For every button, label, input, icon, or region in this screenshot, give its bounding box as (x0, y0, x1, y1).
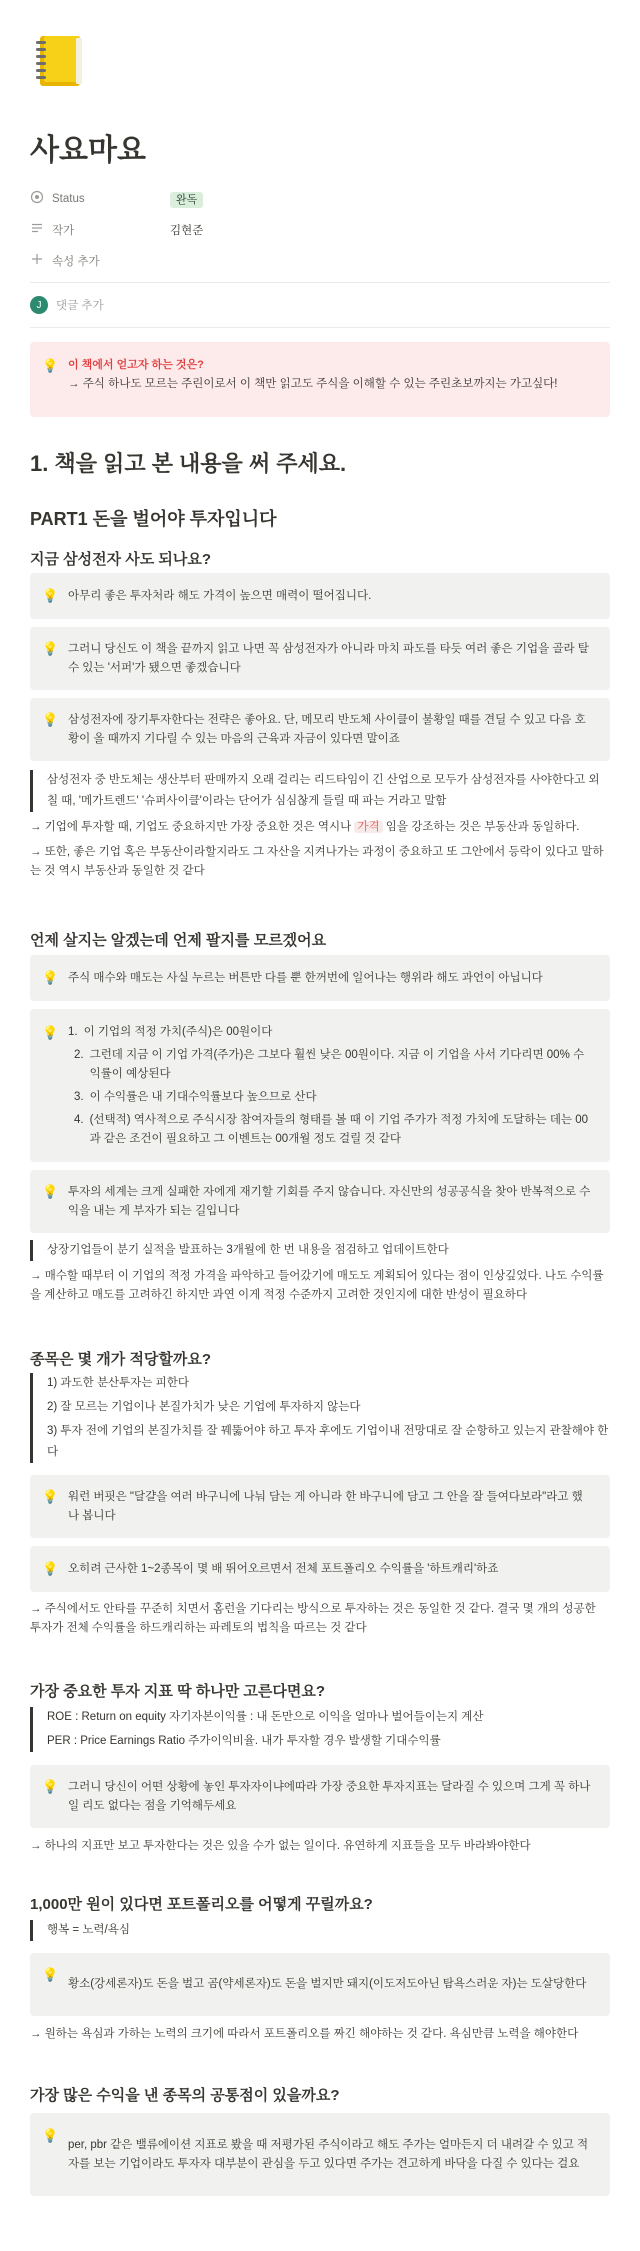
paragraph: → 주식에서도 안타를 꾸준히 치면서 홈런을 기다리는 방식으로 투자하는 것은 동일한 것 같다. 결국 몇 개의 성공한 투자가 전체 수익률을 하드캐리하는 파레토의 법칙을 따르는 것 같다 (30, 1603, 596, 1634)
lightbulb-icon: 💡 (42, 358, 59, 373)
quote-block: 삼성전자 중 반도체는 생산부터 판매까지 오래 걸리는 리드타임이 긴 산업으로 모두가 삼성전자를 사야한다고 외칠 때, '메가트렌드' '슈퍼사이클'이라는 단어가 심심찮게 들릴 때 파는 거라고 말함 (30, 770, 610, 812)
lightbulb-icon: 💡 (42, 1779, 59, 1794)
add-comment-label[interactable]: 댓글 추가 (56, 300, 104, 312)
quote-block: 상장기업들이 분기 실적을 발표하는 3개월에 한 번 내용을 점검하고 업데이트한다 (30, 1240, 610, 1261)
callout-text: 황소(강세론자)도 돈을 벌고 곰(약세론자)도 돈을 벌지만 돼지(이도저도아닌 탐욕스러운 자)는 도살당한다 (68, 1978, 587, 1990)
plus-icon (30, 252, 44, 269)
section-heading: 1,000만 원이 있다면 포트폴리오를 어떻게 꾸릴까요? (30, 1896, 373, 1913)
callout-text: 투자의 세계는 크게 실패한 자에게 재기할 기회를 주지 않습니다. 자신만의 성공공식을 찾아 반복적으로 수익을 내는 게 부자가 되는 길입니다 (68, 1185, 591, 1217)
property-status[interactable] (30, 183, 610, 214)
status-badge[interactable]: 완독 (170, 192, 203, 208)
callout-text: 아무리 좋은 투자처라 해도 가격이 높으면 매력이 떨어집니다. (68, 589, 372, 602)
property-author[interactable] (30, 214, 610, 245)
inline-code: 가격 (354, 821, 382, 833)
paragraph: → 기업에 투자할 때, 기업도 중요하지만 가장 중요한 것은 역시나 가격 임을 강조하는 것은 부동산과 동일하다. (30, 821, 580, 833)
callout (30, 1953, 610, 2016)
paragraph: → 매수할 때부터 이 기업의 적정 가격을 파악하고 들어갔기에 매도도 계획되어 있다는 점이 인상깊었다. 나도 수익률을 계산하고 매도를 고려하긴 하지만 과연 이게 적정 수준까지 고려한 것인지에 대한 반성이 필요하다 (30, 1270, 604, 1301)
section-heading: 언제 살지는 알겠는데 언제 팔지를 모르겠어요 (30, 932, 327, 949)
callout-text: 그러니 당신도 이 책을 끝까지 읽고 나면 꼭 삼성전자가 아니라 마치 파도를 타듯 여러 좋은 기업을 골라 탈 수 있는 '서퍼'가 됐으면 좋겠습니다 (68, 642, 589, 674)
list-item: 4. (선택적) 역사적으로 주식시장 참여자들의 형태를 볼 때 이 기업 주가가 적정 가치에 도달하는 데는 00과 같은 조건이 필요하고 그 이벤트는 00개월 정도 걸릴 것 같다 (74, 1114, 589, 1145)
callout-text: 워런 버핏은 "달걀을 여러 바구니에 나눠 담는 게 아니라 한 바구니에 담고 그 안을 잘 들여다보라"라고 했나 봅니다 (68, 1490, 583, 1522)
quote-block (30, 1707, 610, 1752)
lightbulb-icon: 💡 (42, 641, 59, 656)
callout-text: per, pbr 같은 밸류에이션 지표로 봤을 때 저평가된 주식이라고 해도 주가는 얼마든지 더 내려갈 수 있고 적자를 보는 기업이라도 투자자 대부분이 관심을 두고 있다면 주가는 견고하게 바닥을 다질 수 있다는 걸요 (68, 2138, 589, 2170)
properties-panel (30, 183, 610, 276)
lightbulb-icon: 💡 (42, 970, 59, 985)
divider (30, 327, 610, 328)
quote-line: PER : Price Earnings Ratio 주가이익비율. 내가 투자할 경우 발생할 기대수익률 (47, 1735, 441, 1747)
add-property-button[interactable] (30, 245, 610, 276)
callout-numbered-list (30, 1009, 610, 1162)
list-item: 2. 그런데 지금 이 기업 가격(주가)은 그보다 훨씬 낮은 00원이다. 지금 이 기업을 사서 기다리면 00% 수익률이 예상된다 (74, 1049, 585, 1080)
callout (30, 955, 610, 1001)
author-value[interactable]: 김현준 (170, 224, 204, 237)
paragraph: → 또한, 좋은 기업 혹은 부동산이라할지라도 그 자산을 지켜나가는 과정이 중요하고 또 그안에서 등락이 있다고 말하는 것 역시 부동산과 동일한 것 같다 (30, 846, 604, 877)
avatar: J (30, 296, 48, 314)
notebook-icon[interactable] (30, 30, 90, 90)
quote-block: 행복 = 노력/욕심 (30, 1920, 610, 1941)
text-lines-icon (30, 221, 44, 238)
callout (30, 1546, 610, 1592)
callout-text: 그러니 당신이 어떤 상황에 놓인 투자자이냐에따라 가장 중요한 투자지표는 달라질 수 있으며 그게 꼭 하나일 리도 없다는 점을 기억해두세요 (68, 1780, 591, 1812)
lightbulb-icon: 💡 (42, 2128, 59, 2143)
divider (30, 282, 610, 283)
heading-1: 1. 책을 읽고 본 내용을 써 주세요. (30, 451, 347, 476)
lightbulb-icon: 💡 (42, 712, 59, 727)
callout (30, 1170, 610, 1233)
lightbulb-icon: 💡 (42, 588, 59, 603)
lightbulb-icon: 💡 (42, 1025, 59, 1040)
callout-text: 삼성전자에 장기투자한다는 전략은 좋아요. 단, 메모리 반도체 사이클이 불황일 때를 견딜 수 있고 다음 호황이 올 때까지 기다릴 수 있는 마음의 근육과 자금이 있다면 말이죠 (68, 713, 586, 745)
callout (30, 627, 610, 690)
section-heading: 종목은 몇 개가 적당할까요? (30, 1351, 212, 1368)
callout-text: 주식 매수와 매도는 사실 누르는 버튼만 다를 뿐 한꺼번에 일어나는 행위라 해도 과언이 아닙니다 (68, 971, 543, 984)
page-title: 사요마요 (30, 134, 146, 167)
section-heading: 지금 삼성전자 사도 되나요? (30, 551, 212, 568)
add-property-label: 속성 추가 (52, 255, 100, 268)
quote-line: 2) 잘 모르는 기업이나 본질가치가 낮은 기업에 투자하지 않는다 (47, 1401, 361, 1413)
status-icon (30, 190, 44, 207)
lightbulb-icon: 💡 (42, 1184, 59, 1199)
section-heading: 가장 많은 수익을 낸 종목의 공통점이 있을까요? (30, 2087, 340, 2104)
property-label: 작가 (52, 224, 75, 237)
paragraph: → 원하는 욕심과 가하는 노력의 크기에 따라서 포트폴리오를 짜긴 해야하는 것 같다. 욕심만큼 노력을 해야한다 (30, 2028, 579, 2040)
callout (30, 1765, 610, 1828)
lightbulb-icon: 💡 (42, 1561, 59, 1576)
list-item: 3. 이 수익률은 내 기대수익률보다 높으므로 산다 (74, 1091, 317, 1103)
property-label: Status (52, 192, 85, 205)
quote-line: ROE : Return on equity 자기자본이익률 : 내 돈만으로 이익을 얼마나 벌어들이는지 계산 (47, 1711, 484, 1723)
quote-line: 1) 과도한 분산투자는 피한다 (47, 1377, 190, 1389)
lightbulb-icon: 💡 (42, 1967, 59, 1982)
callout (30, 698, 610, 761)
callout (30, 2113, 610, 2196)
numbered-list (68, 1023, 592, 1162)
callout-text: → 주식 하나도 모르는 주린이로서 이 책만 읽고도 주식을 이해할 수 있는 주린초보까지는 가고싶다! (68, 378, 558, 390)
lightbulb-icon: 💡 (42, 1489, 59, 1504)
part-heading: PART1 돈을 벌어야 투자입니다 (30, 509, 277, 529)
callout (30, 1475, 610, 1538)
quote-block (30, 1373, 610, 1463)
intro-callout (30, 342, 610, 417)
section-heading: 가장 중요한 투자 지표 딱 하나만 고른다면요? (30, 1683, 325, 1700)
list-item: 1. 이 기업의 적정 가치(주식)은 00원이다 (68, 1026, 273, 1038)
quote-line: 3) 투자 전에 기업의 본질가치를 잘 꿰뚫어야 하고 투자 후에도 기업이내 전망대로 잘 순항하고 있는지 관찰해야 한다 (47, 1425, 609, 1458)
callout-text: 오히려 근사한 1~2종목이 몇 배 뛰어오르면서 전체 포트폴리오 수익률을 '하트캐리'하죠 (68, 1562, 499, 1575)
callout (30, 573, 610, 619)
paragraph: → 하나의 지표만 보고 투자한다는 것은 있을 수가 없는 일이다. 유연하게 지표들을 모두 바라봐야한다 (30, 1840, 531, 1852)
callout-title: 이 책에서 얻고자 하는 것은? (68, 359, 204, 371)
add-comment-row[interactable] (30, 296, 104, 314)
